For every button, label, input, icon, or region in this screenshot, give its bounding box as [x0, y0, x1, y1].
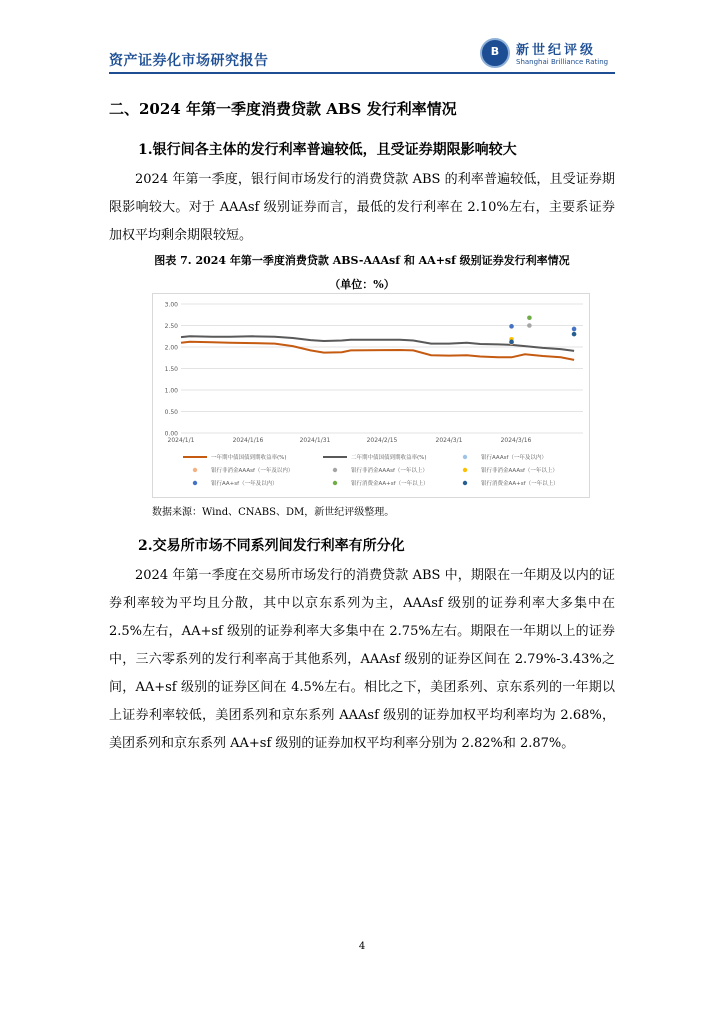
- scatter-point: [509, 324, 514, 329]
- scatter-point: [527, 315, 532, 320]
- header-divider: [109, 72, 615, 74]
- brand-logo: [476, 38, 616, 72]
- legend-label: 一年期中债国债到期收益率(%): [211, 455, 287, 461]
- data-source: 数据来源：Wind、CNABS、DM，新世纪评级整理。: [152, 507, 395, 518]
- y-tick-label: 2.00: [164, 344, 178, 352]
- scatter-point: [509, 340, 514, 345]
- legend-label: 银行AAAsf（一年及以内）: [481, 455, 547, 461]
- legend-dot-swatch: [463, 468, 467, 472]
- x-tick-label: 2024/1/1: [167, 437, 195, 444]
- legend-dot-swatch: [463, 481, 467, 485]
- legend-dot-swatch: [193, 481, 197, 485]
- legend-dot-swatch: [333, 481, 337, 485]
- y-tick-label: 1.00: [164, 387, 178, 395]
- report-title: 资产证券化市场研究报告: [109, 53, 269, 69]
- legend-dot-swatch: [333, 468, 337, 472]
- legend-label: 二年期中债国债到期收益率(%): [351, 455, 427, 461]
- legend-label: 银行非消金AAAsf（一年以上）: [351, 468, 428, 474]
- legend-label: 银行消费金AA+sf（一年以上）: [481, 481, 559, 487]
- y-tick-label: 3.00: [164, 301, 178, 309]
- legend-label: 银行非消金AAAsf（一年及以内）: [211, 468, 294, 474]
- legend-label: 银行非消金AAAsf（一年以上）: [481, 468, 558, 474]
- y-tick-label: 1.50: [164, 366, 178, 373]
- x-tick-label: 2024/3/1: [435, 437, 463, 444]
- section-heading: 二、2024 年第一季度消费贷款 ABS 发行利率情况: [109, 100, 457, 118]
- logo-en-text: Shanghai Brilliance Rating: [516, 58, 609, 66]
- scatter-point: [527, 323, 532, 328]
- scatter-point: [572, 327, 577, 332]
- x-tick-label: 2024/1/16: [232, 437, 264, 444]
- logo-emblem-icon: B: [480, 38, 510, 68]
- x-tick-label: 2024/3/16: [500, 437, 532, 444]
- logo-cn-text: 新世纪评级: [516, 43, 597, 58]
- figure-unit: （单位：%）: [329, 278, 395, 291]
- legend-label: 银行AA+sf（一年及以内）: [211, 481, 278, 487]
- x-tick-label: 2024/2/15: [366, 437, 398, 444]
- legend-label: 银行消费金AA+sf（一年以上）: [351, 481, 429, 487]
- subsection-2-heading: 2.交易所市场不同系列间发行利率有所分化: [138, 538, 405, 554]
- y-tick-label: 0.00: [164, 430, 178, 438]
- scatter-point: [572, 332, 577, 337]
- paragraph-2: 2024 年第一季度在交易所市场发行的消费贷款 ABS 中，期限在一年期及以内的证券利率较为平均且分散，其中以京东系列为主，AAAsf 级别的证券利率大多集中在 2.5%左右，AA+sf 级别的证券利率大多集中在 2.75%左右。期限在一年期以上的证券中，三六零系列的发行利率高于其他系列，AAAsf 级别的证券区间在 2.79%-3.43%之间，AA+sf 级别的证券区间在 4.5%左右。相比之下，美团系列、京东系列的一年期以上证券利率较低，美团系列和京东系列 AAAsf 级别的证券加权平均利率均为 2.68%，美团系列和京东系列 AA+sf 级别的证券加权平均利率分别为 2.82%和 2.87%。: [109, 568, 615, 751]
- x-tick-label: 2024/1/31: [299, 437, 331, 444]
- y-tick-label: 2.50: [164, 323, 178, 330]
- subsection-1-heading: 1.银行间各主体的发行利率普遍较低，且受证券期限影响较大: [138, 142, 517, 158]
- paragraph-1: 2024 年第一季度，银行间市场发行的消费贷款 ABS 的利率普遍较低，且受证券期限影响较大。对于 AAAsf 级别证券而言，最低的发行利率在 2.10%左右，主要系证券加权平均剩余期限较短。: [109, 172, 615, 243]
- y-tick-label: 0.50: [164, 409, 178, 416]
- legend-dot-swatch: [463, 455, 467, 459]
- chart-canvas: [153, 294, 589, 497]
- page-number: 4: [358, 941, 366, 952]
- legend-dot-swatch: [193, 468, 197, 472]
- rate-chart: [152, 293, 590, 498]
- figure-caption: 图表 7. 2024 年第一季度消费贷款 ABS-AAAsf 和 AA+sf 级别证券发行利率情况: [154, 254, 570, 267]
